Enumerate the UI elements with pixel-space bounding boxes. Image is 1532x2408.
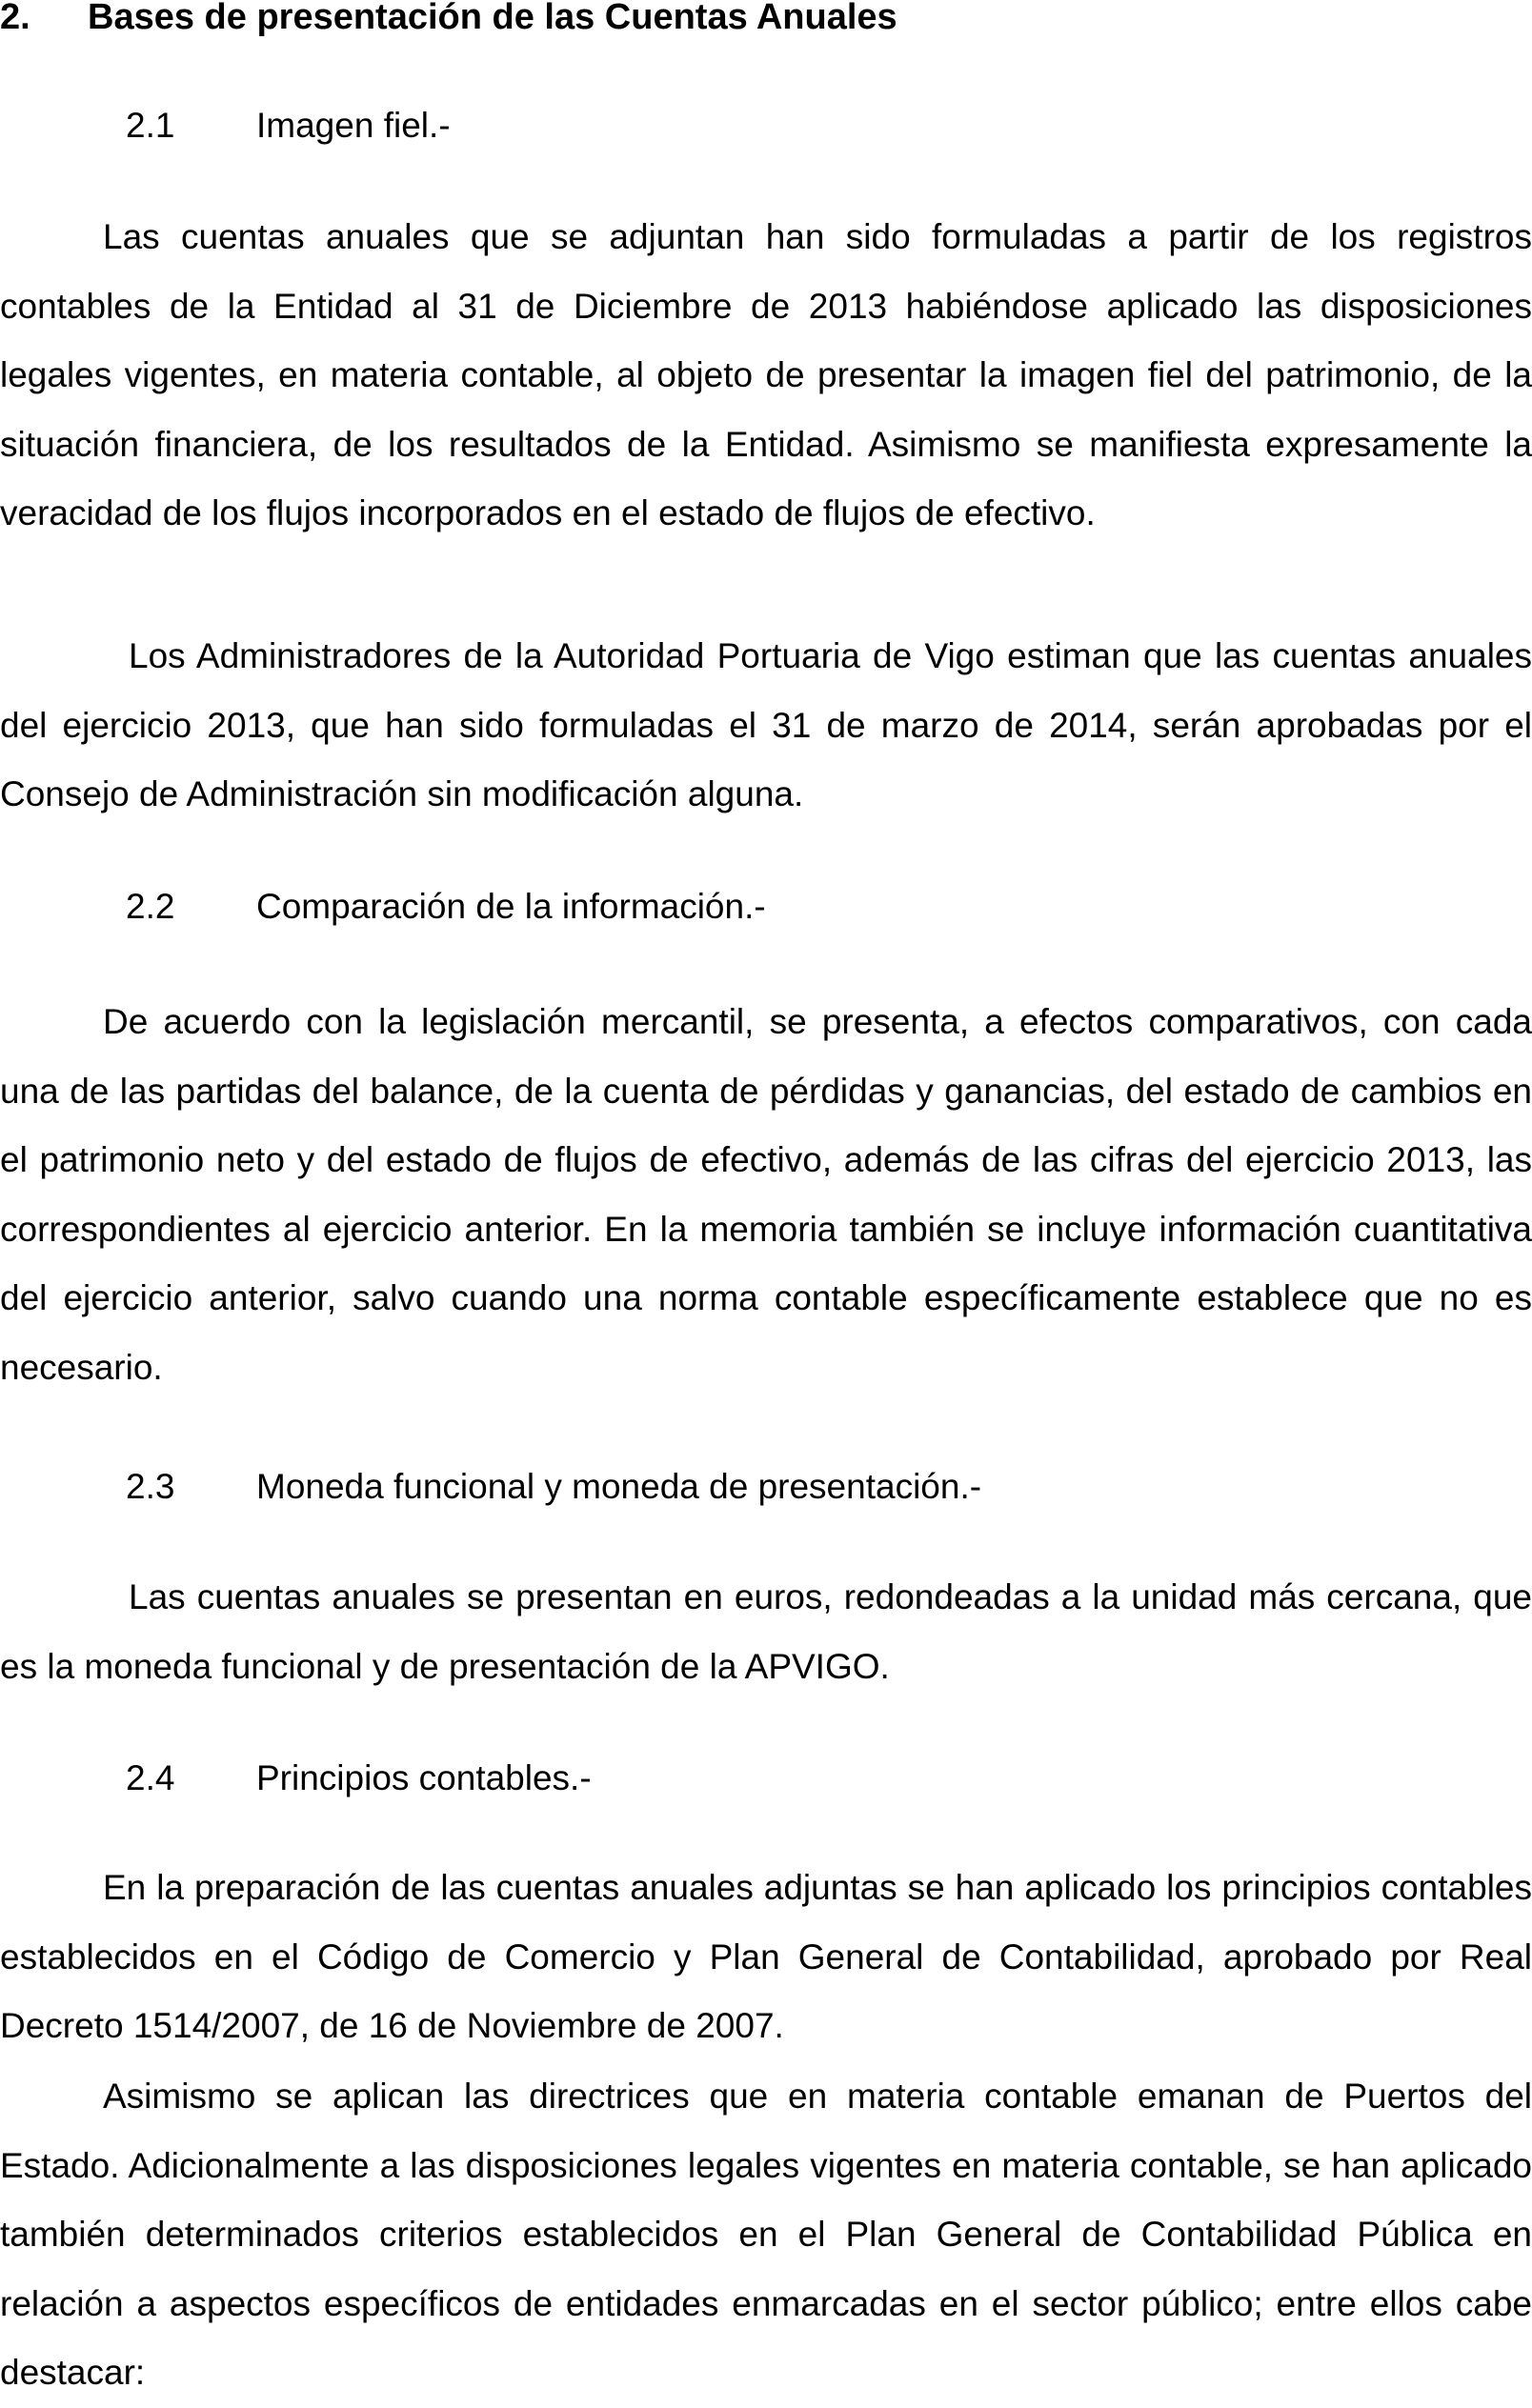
subsection-heading-principios <box>126 1757 592 1799</box>
subsection-number: 2.2 <box>126 887 175 926</box>
subsection-title: Comparación de la información.- <box>256 887 766 926</box>
paragraph-imagen-fiel-2: Los Administradores de la Autoridad Portuaria de Vigo estiman que las cuentas anuales del ejercicio 2013, que han sido formuladas el 31 de marzo de 2014, serán aprobadas por el Consejo de Administración sin modificación alguna. <box>0 636 1532 813</box>
paragraph-imagen-fiel-1: Las cuentas anuales que se adjuntan han sido formuladas a partir de los registros contables de la Entidad al 31 de Diciembre de 2013 habiéndose aplicado las disposiciones legales vigentes, en materia contable, al objeto de presentar la imagen fiel del patrimonio, de la situación financiera, de los resultados de la Entidad. Asimismo se manifiesta expresamente la veracidad de los flujos incorporados en el estado de flujos de efectivo. <box>0 217 1532 532</box>
subsection-title: Imagen fiel.- <box>256 106 451 145</box>
paragraph-moneda: Las cuentas anuales se presentan en euros, redondeadas a la unidad más cercana, que es la moneda funcional y de presentación de la APVIGO. <box>0 1577 1532 1686</box>
section-heading <box>0 0 897 38</box>
subsection-number: 2.1 <box>126 106 175 145</box>
subsection-heading-imagen-fiel <box>126 105 451 147</box>
subsection-title: Principios contables.- <box>256 1758 592 1797</box>
paragraph-comparacion: De acuerdo con la legislación mercantil, se presenta, a efectos comparativos, con cada una de las partidas del balance, de la cuenta de pérdidas y ganancias, del estado de cambios en el patrimonio neto y del estado de flujos de efectivo, además de las cifras del ejercicio 2013, las correspondientes al ejercicio anterior. En la memoria también se incluye información cuantitativa del ejercicio anterior, salvo cuando una norma contable específicamente establece que no es necesario. <box>0 1002 1532 1387</box>
section-title: Bases de presentación de las Cuentas Anuales <box>88 0 897 37</box>
subsection-heading-moneda <box>126 1466 981 1508</box>
paragraph-principios-2: Asimismo se aplican las directrices que en materia contable emanan de Puertos del Estado. Adicionalmente a las disposiciones legales vigentes en materia contable, se han aplicado también determinados criterios establecidos en el Plan General de Contabilidad Pública en relación a aspectos específicos de entidades enmarcadas en el sector público; entre ellos cabe destacar: <box>0 2077 1532 2392</box>
subsection-heading-comparacion <box>126 886 766 928</box>
paragraph-principios-1: En la preparación de las cuentas anuales adjuntas se han aplicado los principios contables establecidos en el Código de Comercio y Plan General de Contabilidad, aprobado por Real Decreto 1514/2007, de 16 de Noviembre de 2007. <box>0 1868 1532 2045</box>
subsection-title: Moneda funcional y moneda de presentación.- <box>256 1467 982 1506</box>
section-number: 2. <box>0 0 30 37</box>
subsection-number: 2.4 <box>126 1758 175 1797</box>
subsection-number: 2.3 <box>126 1467 175 1506</box>
